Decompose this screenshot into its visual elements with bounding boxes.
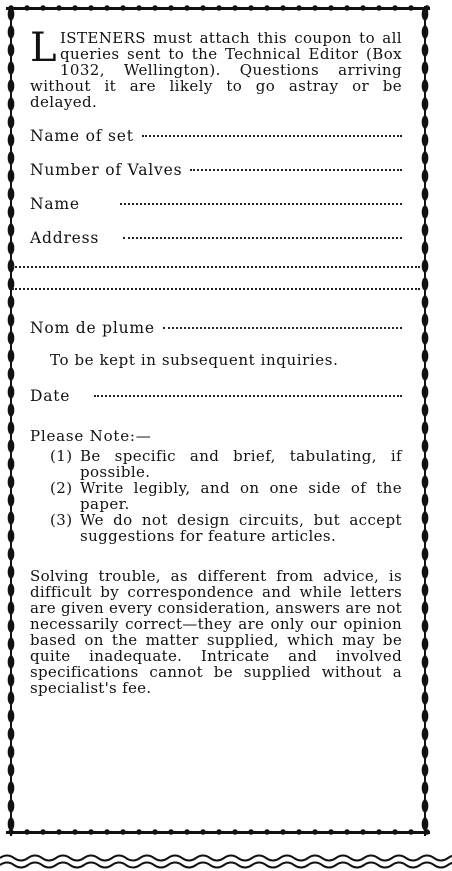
- date-blank[interactable]: [94, 395, 402, 397]
- bottom-border: [6, 827, 430, 837]
- please-note-heading: Please Note:—: [30, 427, 152, 445]
- name-of-set-blank[interactable]: [142, 135, 402, 137]
- name-label: Name: [30, 195, 80, 213]
- number-of-valves-label: Number of Valves: [30, 161, 183, 179]
- disclaimer-paragraph: Solving trouble, as different from advice, is difficult by correspondence and while letters are given every consideration, answers are not necessarily correct—they are only our opinion based on the matter supplied, which may be quite inadequate. Intricate and involved specifications cannot be supplied without a specialist's fee.: [30, 567, 402, 697]
- nom-de-plume-label: Nom de plume: [30, 319, 155, 337]
- note-text: Be specific and brief, tabulating, if possible.: [80, 447, 402, 481]
- keep-note: To be kept in subsequent inquiries.: [50, 351, 339, 369]
- list-item: [50, 480, 402, 512]
- name-blank[interactable]: [120, 203, 402, 205]
- drop-cap: L: [30, 25, 57, 71]
- date-field[interactable]: [30, 388, 402, 404]
- note-text: Write legibly, and on one side of the paper.: [80, 479, 402, 513]
- name-of-set-field[interactable]: [30, 128, 402, 144]
- nom-de-plume-field[interactable]: [30, 320, 402, 336]
- right-border: [420, 6, 430, 836]
- number-of-valves-blank[interactable]: [190, 169, 402, 171]
- left-border: [6, 6, 16, 836]
- note-number: (3): [50, 511, 73, 529]
- date-label: Date: [30, 387, 71, 405]
- list-item: [50, 512, 402, 544]
- address-line-2[interactable]: [12, 266, 420, 268]
- note-number: (1): [50, 447, 73, 465]
- address-blank[interactable]: [123, 237, 402, 239]
- top-border: [6, 3, 430, 13]
- intro-text: ISTENERS must attach this coupon to all queries sent to the Technical Editor (Box 1032, Wellington). Questions arriving without it are likely to go astray or be delayed.: [30, 29, 402, 111]
- name-of-set-label: Name of set: [30, 127, 134, 145]
- list-item: [50, 448, 402, 480]
- address-field[interactable]: [30, 230, 402, 246]
- nom-de-plume-blank[interactable]: [163, 327, 402, 329]
- address-line-3[interactable]: [12, 288, 420, 290]
- name-field[interactable]: [30, 196, 402, 212]
- intro-paragraph: [30, 25, 402, 111]
- wavy-rule: [0, 853, 452, 871]
- note-number: (2): [50, 479, 73, 497]
- coupon: [30, 25, 402, 711]
- note-text: We do not design circuits, but accept suggestions for feature articles.: [80, 511, 402, 545]
- number-of-valves-field[interactable]: [30, 162, 402, 178]
- notes-list: [30, 448, 402, 544]
- address-label: Address: [30, 229, 100, 247]
